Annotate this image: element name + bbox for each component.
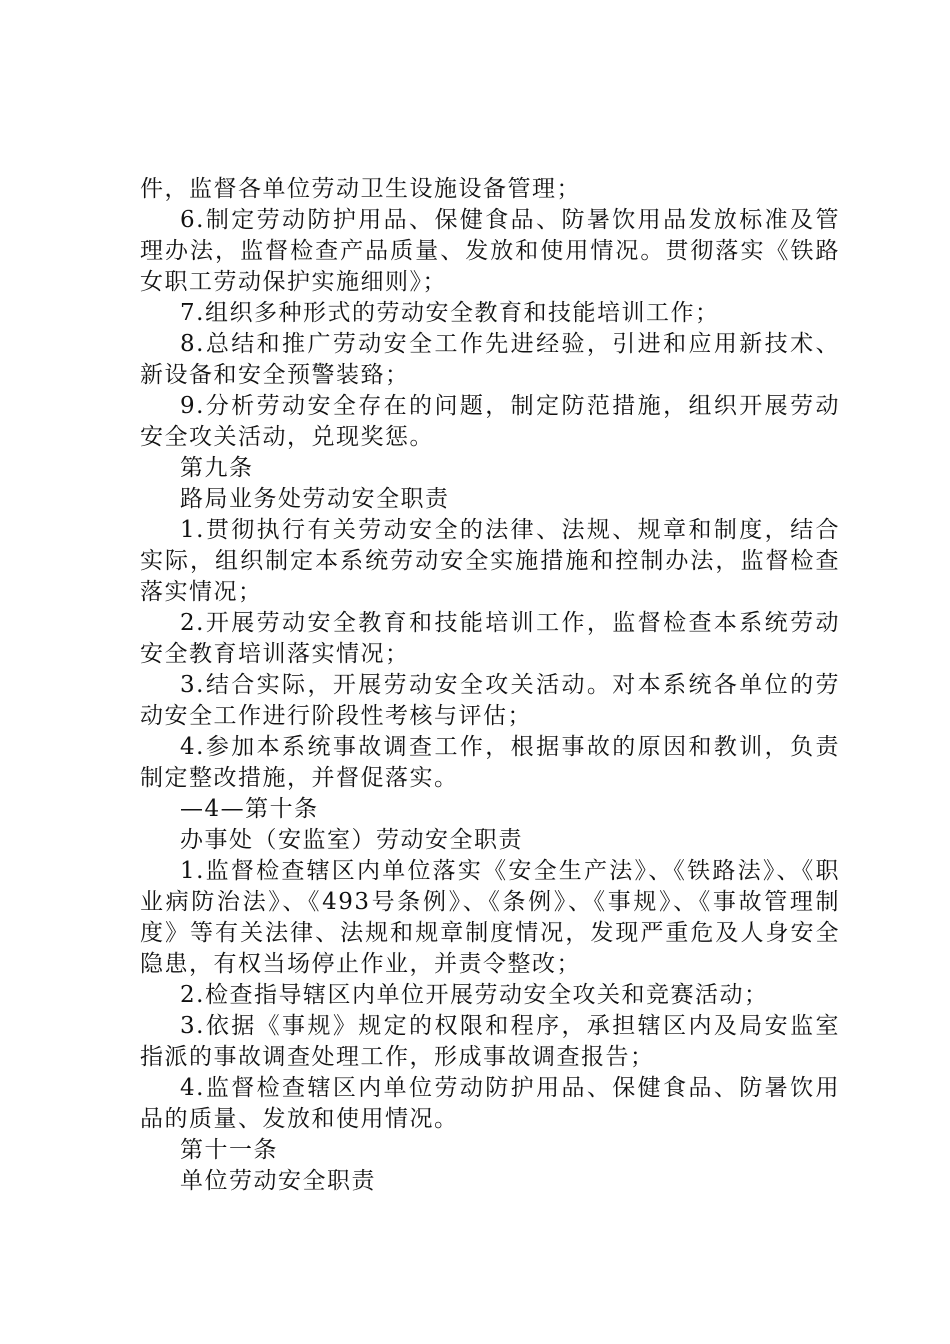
paragraph-bureau-2: 2.开展劳动安全教育和技能培训工作，监督检查本系统劳动安全教育培训落实情况； xyxy=(140,610,840,667)
paragraph-office-4: 4.监督检查辖区内单位劳动防护用品、保健食品、防暑饮用品的质量、发放和使用情况。 xyxy=(140,1075,840,1132)
section-title-office: 办事处（安监室）劳动安全职责 xyxy=(180,827,523,853)
paragraph-office-1: 1.监督检查辖区内单位落实《安全生产法》、《铁路法》、《职业病防治法》、《493号条例》、《条例》、《事规》、《事故管理制度》等有关法律、法规和规章制度情况，发现严重危及人身安全隐患，有权当场停止作业，并责令整改； xyxy=(140,858,840,977)
article-heading-9: 第九条 xyxy=(180,455,254,481)
article-heading-11: 第十一条 xyxy=(180,1137,278,1163)
article-heading-10: —4—第十条 xyxy=(180,796,319,822)
paragraph-bureau-1: 1.贯彻执行有关劳动安全的法律、法规、规章和制度，结合实际，组织制定本系统劳动安全实施措施和控制办法，监督检查落实情况； xyxy=(140,517,840,605)
section-title-unit: 单位劳动安全职责 xyxy=(180,1168,376,1194)
paragraph-item-8: 8.总结和推广劳动安全工作先进经验，引进和应用新技术、新设备和安全预警装臵； xyxy=(140,331,840,388)
document-body xyxy=(140,174,840,1197)
paragraph-continuation: 件，监督各单位劳动卫生设施设备管理； xyxy=(140,176,581,202)
section-title-bureau: 路局业务处劳动安全职责 xyxy=(180,486,450,512)
paragraph-item-6: 6.制定劳动防护用品、保健食品、防暑饮用品发放标准及管理办法，监督检查产品质量、发放和使用情况。贯彻落实《铁路女职工劳动保护实施细则》； xyxy=(140,207,840,295)
paragraph-item-7: 7.组织多种形式的劳动安全教育和技能培训工作； xyxy=(180,300,720,326)
paragraph-office-2: 2.检查指导辖区内单位开展劳动安全攻关和竞赛活动； xyxy=(180,982,769,1008)
paragraph-bureau-4: 4.参加本系统事故调查工作，根据事故的原因和教训，负责制定整改措施，并督促落实。 xyxy=(140,734,840,791)
paragraph-bureau-3: 3.结合实际，开展劳动安全攻关活动。对本系统各单位的劳动安全工作进行阶段性考核与评估； xyxy=(140,672,840,729)
paragraph-office-3: 3.依据《事规》规定的权限和程序，承担辖区内及局安监室指派的事故调查处理工作，形成事故调查报告； xyxy=(140,1013,840,1070)
paragraph-item-9: 9.分析劳动安全存在的问题，制定防范措施，组织开展劳动安全攻关活动，兑现奖惩。 xyxy=(140,393,840,450)
